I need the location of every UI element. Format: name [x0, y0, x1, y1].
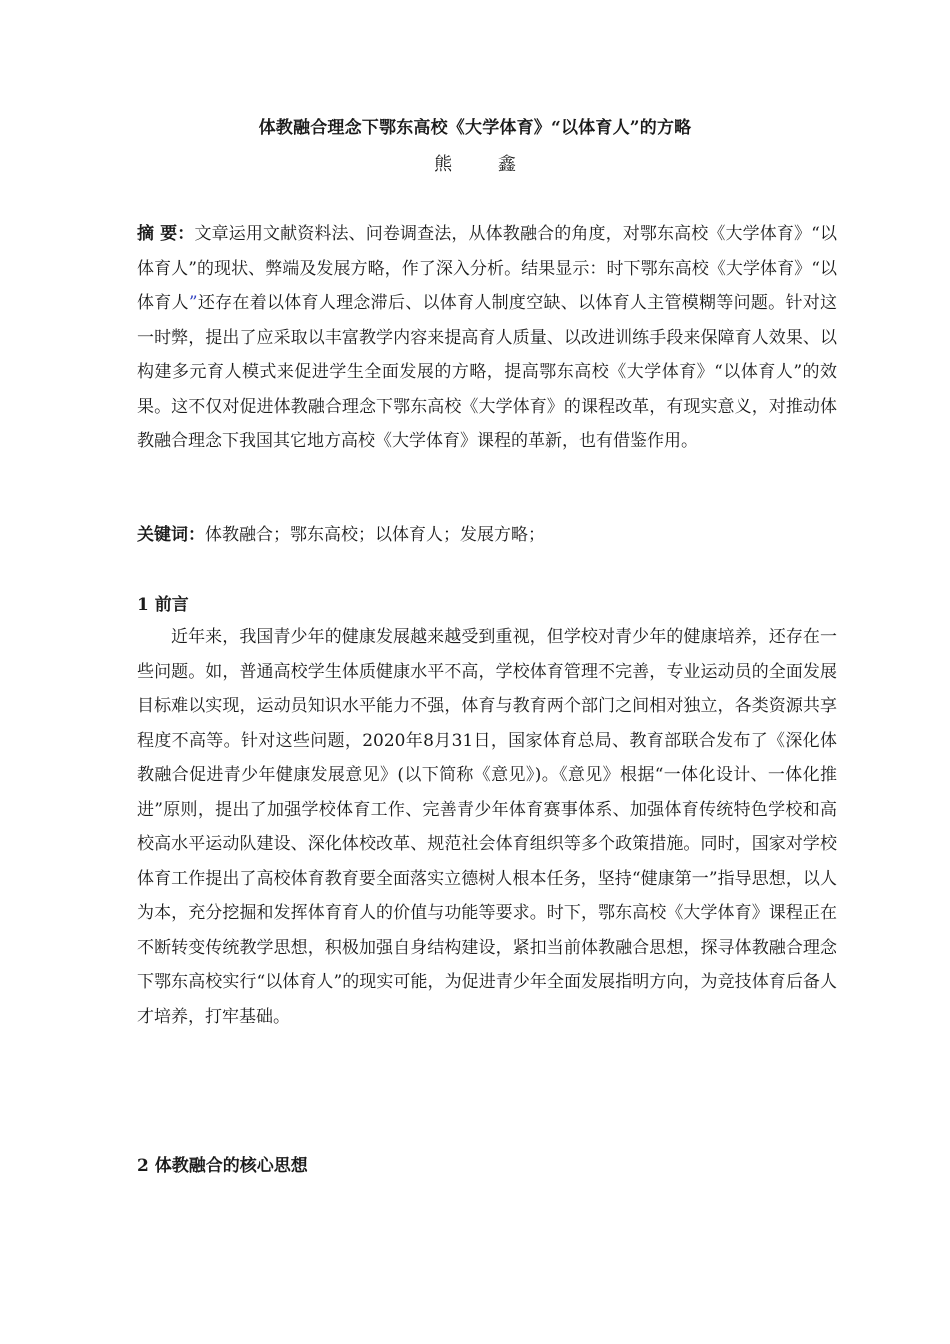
section-1-title: 前言	[154, 595, 189, 615]
keywords-block	[137, 518, 837, 553]
section-2-number: 2	[137, 1156, 149, 1176]
keywords-text: 体教融合；鄂东高校；以体育人；发展方略；	[205, 525, 545, 545]
abstract-quote-mark: ”	[188, 293, 198, 313]
section-2-title: 体教融合的核心思想	[154, 1156, 308, 1176]
abstract-text-part2: 还存在着以体育人理念滞后、以体育人制度空缺、以体育人主管模糊等问题。针对这一时弊，提出了应采取以丰富教学内容来提高育人质量、以改进训练手段来保障育人效果、以构建多元育人模式来促进学生全面发展的方略，提高鄂东高校《大学体育》“以体育人”的效果。这不仅对促进体教融合理念下鄂东高校《大学体育》的课程改革，有现实意义，对推动体教融合理念下我国其它地方高校《大学体育》课程的革新，也有借鉴作用。	[137, 293, 838, 451]
abstract-label: 摘 要：	[137, 224, 195, 244]
section-1-number: 1	[137, 595, 149, 615]
section-1-heading	[137, 590, 189, 615]
paper-title: 体教融合理念下鄂东高校《大学体育》“以体育人”的方略	[258, 118, 692, 138]
abstract-text-part1: 文章运用文献资料法、问卷调查法，从体教融合的角度，对鄂东高校《大学体育》“以体育人”的现状、弊端及发展方略，作了深入分析。结果显示：时下鄂东高校《大学体育》“以体育人	[137, 224, 837, 313]
section-1-paragraph: 近年来，我国青少年的健康发展越来越受到重视，但学校对青少年的健康培养，还存在一些问题。如，普通高校学生体质健康水平不高，学校体育管理不完善，专业运动员的全面发展目标难以实现，运动员知识水平能力不强，体育与教育两个部门之间相对独立，各类资源共享程度不高等。针对这些问题，2020年8月31日，国家体育总局、教育部联合发布了《深化体教融合促进青少年健康发展意见》(以下简称《意见》)。《意见》根据“一体化设计、一体化推进”原则，提出了加强学校体育工作、完善青少年体育赛事体系、加强体育传统特色学校和高校高水平运动队建设、深化体校改革、规范社会体育组织等多个政策措施。同时，国家对学校体育工作提出了高校体育教育要全面落实立德树人根本任务，坚持“健康第一”指导思想，以人为本，充分挖掘和发挥体育育人的价值与功能等要求。时下，鄂东高校《大学体育》课程正在不断转变传统教学思想，积极加强自身结构建设，紧扣当前体教融合思想，探寻体教融合理念下鄂东高校实行“以体育人”的现实可能，为促进青少年全面发展指明方向，为竞技体育后备人才培养，打牢基础。	[137, 627, 837, 1027]
abstract-block	[137, 217, 837, 459]
author-name: 熊 鑫	[434, 154, 536, 175]
keywords-label: 关键词：	[137, 525, 205, 545]
section-2-heading	[137, 1151, 308, 1176]
